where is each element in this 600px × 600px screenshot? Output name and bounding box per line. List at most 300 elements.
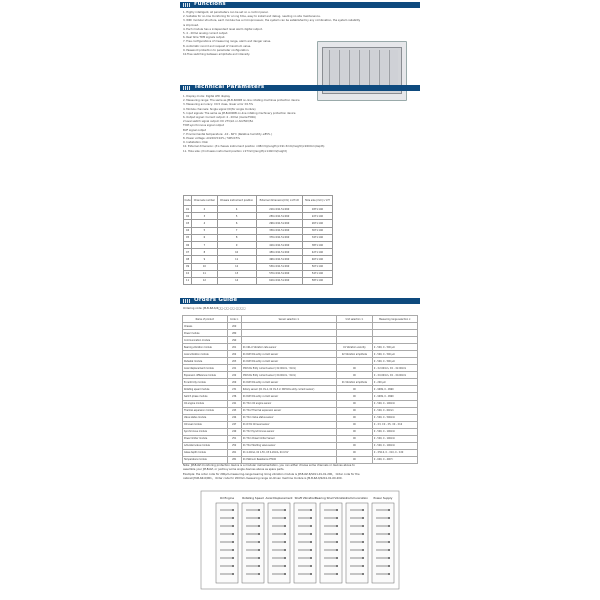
dimension-table xyxy=(183,195,333,285)
table-cell: 01 DWY-DG eddy current sensor xyxy=(241,351,336,358)
diagram-label: Shaft Vibration xyxy=(294,496,316,500)
table-cell: 00 xyxy=(336,407,372,414)
table-cell: 387×140 xyxy=(302,241,332,248)
terminal-dot xyxy=(284,565,286,567)
table-cell: 281 xyxy=(227,456,241,463)
orders-notes xyxy=(183,464,417,482)
table-cell xyxy=(336,358,372,365)
table-cell: Axial vibration module xyxy=(183,351,228,358)
table-cell: 376×191.5×260 xyxy=(256,234,302,241)
table-cell: 00 xyxy=(336,414,372,421)
table-cell: 202 xyxy=(227,351,241,358)
terminal-dot xyxy=(310,509,312,511)
ordering-code: Ordering code: JM-B-6Z-6/4□□-□□-□□-□□□□ xyxy=(183,307,246,310)
table-cell: 216×191.5×260 xyxy=(256,206,302,213)
table-cell: DWY-DG Eddy current sensor (±0.00mm, ²2mm) xyxy=(241,372,336,379)
terminal-dot xyxy=(258,573,260,575)
table-cell: 10 xyxy=(192,263,217,270)
table-cell: 00 xyxy=(336,449,372,456)
orders-title: Orders Guide xyxy=(194,297,238,303)
table-row xyxy=(183,365,418,372)
note-line: cabinet JM-B-6Z-6/001。 Order code for 200mm-measuring range oil-driven machine module is JM-B-6Z-6/S241-01-00-200. xyxy=(183,477,343,481)
terminal-dot xyxy=(284,533,286,535)
table-cell: 00 xyxy=(336,435,372,442)
table-cell: 187×140 xyxy=(302,206,332,213)
table-cell: 6 xyxy=(192,234,217,241)
table-cell: 231 xyxy=(227,386,241,393)
stripes-icon xyxy=(183,3,191,7)
terminal-dot xyxy=(284,525,286,527)
table-cell: 05 xyxy=(184,234,192,241)
table-cell: 247 xyxy=(227,421,241,428)
terminal-dot xyxy=(362,549,364,551)
terminal-dot xyxy=(388,509,390,511)
table-cell: 0 - ±0.00mm, ±0 - ±0.00mm xyxy=(372,372,417,379)
table-cell xyxy=(336,337,372,344)
table-cell: 01 xyxy=(184,206,192,213)
function-item: 9. Password protection to parameter configuration. xyxy=(183,48,250,52)
table-cell: 00 xyxy=(336,400,372,407)
table-cell: 02 Vibration amplitude xyxy=(336,351,372,358)
note-line: Note: JM-B-6Z monitoring protection device is a modular instrumentation, you can either choose some channels or devices above to xyxy=(183,464,355,467)
table-cell: 00 xyxy=(336,393,372,400)
module-column xyxy=(216,503,238,583)
table-cell: 0 - 9999, 0 - 9999 xyxy=(372,393,417,400)
dimension-table-header: Chassis instrument position xyxy=(217,196,256,206)
table-cell: 0 - 500, 0 - 100mm xyxy=(372,428,417,435)
terminal-dot xyxy=(310,541,312,543)
terminal-dot xyxy=(362,509,364,511)
table-cell: 244 xyxy=(227,414,241,421)
technical-item: 3. Measuring accuracy: ±0.5 class, linear error ±0.5% xyxy=(183,103,254,107)
table-cell: Expansion difference module xyxy=(183,372,228,379)
table-cell: 0 - 600, 0 - 400℃ xyxy=(372,456,417,463)
table-cell: 01 TD-2 Thermal expansion sensor xyxy=(241,407,336,414)
terminal-dot xyxy=(388,557,390,559)
terminal-dot xyxy=(258,533,260,535)
table-cell: 251 xyxy=(227,435,241,442)
table-cell: 222 xyxy=(227,372,241,379)
table-cell: 336×191.5×260 xyxy=(256,227,302,234)
table-cell: 9 xyxy=(217,241,256,248)
table-row xyxy=(183,351,418,358)
table-row xyxy=(183,421,418,428)
table-cell: 347×140 xyxy=(302,234,332,241)
dimension-table-header: Code xyxy=(184,196,192,206)
table-row xyxy=(183,358,418,365)
table-row xyxy=(184,227,333,234)
table-cell: 256×191.5×260 xyxy=(256,213,302,220)
terminal-dot xyxy=(232,549,234,551)
table-cell: 0 - ±50.0, 0 - ±10, 0 - ±20 xyxy=(372,449,417,456)
technical-item: 7. Environmental temperature: -10 - 60℃ (Relative humidity ≤85% ) xyxy=(183,132,273,136)
terminal-dot xyxy=(388,549,390,551)
table-cell: 507×140 xyxy=(302,263,332,270)
function-item: 4. Each module has a independent level alarm digital output. xyxy=(183,27,263,31)
table-cell xyxy=(241,323,336,330)
table-cell: 7 xyxy=(192,241,217,248)
terminal-dot xyxy=(362,517,364,519)
table-row xyxy=(184,277,333,284)
table-cell: 236 xyxy=(227,393,241,400)
table-cell: 01 CZL-0 Vibration rate sensor xyxy=(241,344,336,351)
table-cell: 0 - 500, 0 - 100mm xyxy=(372,435,417,442)
table-row xyxy=(183,344,418,351)
table-cell xyxy=(336,323,372,330)
terminal-dot xyxy=(284,557,286,559)
terminal-dot xyxy=(258,509,260,511)
table-row xyxy=(184,213,333,220)
table-cell: Valve status module xyxy=(183,414,228,421)
table-row xyxy=(184,256,333,263)
terminal-dot xyxy=(284,573,286,575)
terminal-dot xyxy=(284,541,286,543)
technical-item: 1. Display mode: Digital LED display xyxy=(183,95,231,98)
table-cell: 3 xyxy=(192,213,217,220)
table-cell: 02 xyxy=(184,213,192,220)
table-row xyxy=(183,337,418,344)
technical-header xyxy=(180,85,420,91)
table-row xyxy=(184,234,333,241)
table-cell: 00 xyxy=(336,372,372,379)
table-cell: Temperature module xyxy=(183,456,228,463)
terminal-dot xyxy=(362,573,364,575)
wiring-diagram xyxy=(200,490,400,590)
terminal-dot xyxy=(362,557,364,559)
table-cell: 0 - 500, 0 - 60mm xyxy=(372,407,417,414)
table-cell: 416×191.5×260 xyxy=(256,241,302,248)
technical-title: Technical Parameters xyxy=(194,84,265,90)
table-row xyxy=(184,263,333,270)
table-cell: 0 - 500, 0 - 500 μm xyxy=(372,344,417,351)
table-cell: Chassis xyxy=(183,323,228,330)
technical-item: 10. External dimension: (δ×chassis instrument position ×98mm)(length)×191.5mm(height)×260mm(depth) xyxy=(183,145,325,149)
table-cell: 4 xyxy=(217,206,256,213)
table-cell: 00 xyxy=(336,456,372,463)
table-cell: 576×191.5×260 xyxy=(256,270,302,277)
table-row xyxy=(183,435,418,442)
technical-item: 4. Module channels: Single signal I/O(for single module) xyxy=(183,107,256,111)
terminal-dot xyxy=(336,549,338,551)
table-cell: 0 - ±2.00mm, ±0 - ±2.00mm xyxy=(372,365,417,372)
terminal-dot xyxy=(388,565,390,567)
table-cell: 227×140 xyxy=(302,213,332,220)
function-item: 1. Highly intelligent, all parameters can be set on a control panel. xyxy=(183,11,269,14)
table-cell: 8 xyxy=(192,249,217,256)
terminal-dot xyxy=(362,565,364,567)
terminal-dot xyxy=(388,541,390,543)
table-cell xyxy=(241,330,336,337)
device-image xyxy=(317,41,407,101)
table-cell: 01 DWY-DG eddy current sensor xyxy=(241,358,336,365)
terminal-dot xyxy=(336,573,338,575)
terminal-dot xyxy=(362,525,364,527)
diagram-label: Oil Engine xyxy=(219,496,235,500)
table-cell: 0 - 500, 0 - 500 μm xyxy=(372,358,417,365)
terminal-dot xyxy=(362,533,364,535)
function-item: 8. Automatic record and request of maximum value. xyxy=(183,44,252,48)
table-row xyxy=(183,442,418,449)
table-cell: DWY-DG Eddy current sensor (±2.00mm, ²2mm) xyxy=(241,365,336,372)
function-item: 2. Suitable for on-line monitoring for a long time, easy to install and debug, needing no site maintenance. xyxy=(183,15,321,19)
table-cell: 221 xyxy=(227,365,241,372)
table-cell: 296×191.5×260 xyxy=(256,220,302,227)
module-column xyxy=(268,503,290,583)
terminal-dot xyxy=(284,517,286,519)
table-row xyxy=(183,393,418,400)
dimension-table-header: Channels number xyxy=(192,196,217,206)
table-cell: 249 xyxy=(227,428,241,435)
table-cell: 587×140 xyxy=(302,277,332,284)
terminal-dot xyxy=(310,549,312,551)
table-row xyxy=(183,456,418,463)
table-cell: 241 xyxy=(227,400,241,407)
table-cell: 496×191.5×260 xyxy=(256,256,302,263)
table-cell: 261 xyxy=(227,449,241,456)
table-cell: 203 xyxy=(227,358,241,365)
table-row xyxy=(183,428,418,435)
diagram-label: Bearing Shell Vibration xyxy=(314,496,348,500)
terminal-dot xyxy=(258,517,260,519)
terminal-dot xyxy=(232,573,234,575)
table-row xyxy=(184,206,333,213)
table-cell: Communication module xyxy=(183,337,228,344)
table-cell: 09 xyxy=(184,263,192,270)
table-cell: 267×140 xyxy=(302,220,332,227)
table-row xyxy=(184,220,333,227)
table-cell: 200 xyxy=(227,323,241,330)
orders-table-header: Code ① xyxy=(227,316,241,323)
terminal-dot xyxy=(388,533,390,535)
table-cell: 00 xyxy=(336,442,372,449)
terminal-dot xyxy=(388,525,390,527)
table-cell: Bearing vibration module xyxy=(183,344,228,351)
table-cell: 201 xyxy=(227,344,241,351)
table-cell: Eccentricity module xyxy=(183,379,228,386)
function-item: 5. 4 - 20mA analog current output. xyxy=(183,32,229,36)
table-cell: 01 DWY-DG eddy current sensor xyxy=(241,379,336,386)
module-column xyxy=(320,503,342,583)
table-cell: 0 - 500, 0 - 500mm xyxy=(372,414,417,421)
table-cell: 2 xyxy=(192,206,217,213)
terminal-dot xyxy=(232,525,234,527)
table-cell: 10 xyxy=(184,270,192,277)
terminal-dot xyxy=(232,565,234,567)
table-row xyxy=(184,249,333,256)
terminal-dot xyxy=(336,509,338,511)
terminal-dot xyxy=(336,533,338,535)
technical-item: 2. Measuring range: The same as JM-B-6000B on-line rotating machines protection device xyxy=(183,99,300,103)
technical-item: 6. Output signal: Current output: 4 - 20mA (load≤750Ω) xyxy=(183,116,256,120)
function-item: 3. With modular structure, each module has a microprocessor, the system can be established by any combination, the system reliability xyxy=(183,19,361,23)
terminal-dot xyxy=(258,541,260,543)
table-cell: 243 xyxy=(227,407,241,414)
functions-title: Functions xyxy=(194,1,226,7)
table-cell: Pedestal module xyxy=(183,358,228,365)
terminal-dot xyxy=(362,541,364,543)
terminal-dot xyxy=(284,549,286,551)
table-cell: 13 xyxy=(217,270,256,277)
module-column xyxy=(242,503,264,583)
table-cell: Glass depth module xyxy=(183,449,228,456)
note-line: assemble your JM-B-6Z, or just buy some single devices above as spare parts. xyxy=(183,468,285,472)
table-cell xyxy=(372,337,417,344)
terminal-dot xyxy=(258,557,260,559)
note-line: Example: the order code for 200μm-measuring-range bearing lining vibration module is JM-B-6Z-6/S011-01-01-200。 Order code for the xyxy=(183,472,360,476)
table-cell: Rotating speed module xyxy=(183,386,228,393)
stripes-icon xyxy=(183,299,191,303)
terminal-dot xyxy=(284,509,286,511)
technical-item: 11. Hole size: (δ×chassis instrument position ×27mm)(length)×140mm(height) xyxy=(183,149,287,153)
terminal-dot xyxy=(388,573,390,575)
orders-header xyxy=(180,298,420,304)
orders-table-header: Unit selection ③ xyxy=(336,316,372,323)
terminal-dot xyxy=(232,509,234,511)
module-column xyxy=(346,503,368,583)
table-cell: 01 Platinum Resistance PT100 xyxy=(241,456,336,463)
terminal-dot xyxy=(336,517,338,519)
table-row xyxy=(183,414,418,421)
table-cell: 01 Vibration amplitude xyxy=(336,379,372,386)
table-row xyxy=(183,449,418,456)
table-row xyxy=(184,270,333,277)
table-cell: 9 xyxy=(192,256,217,263)
table-cell xyxy=(372,330,417,337)
table-cell: 0 - 9999, 0 - 9999 xyxy=(372,386,417,393)
table-cell: 00 xyxy=(336,386,372,393)
technical-item: BUF signal output xyxy=(183,128,207,132)
terminal-dot xyxy=(310,517,312,519)
table-cell: 01 Vibration velocity xyxy=(336,344,372,351)
orders-table-header: Name of product xyxy=(183,316,228,323)
table-cell: 0 - 500, 0 - 500 μm xyxy=(372,351,417,358)
terminal-dot xyxy=(336,525,338,527)
orders-table xyxy=(182,315,418,464)
table-cell: 4 xyxy=(192,220,217,227)
table-cell: 6 xyxy=(217,220,256,227)
table-cell: Synchronous module xyxy=(183,428,228,435)
table-cell: 00 xyxy=(336,421,372,428)
table-row xyxy=(183,330,418,337)
table-row xyxy=(183,386,418,393)
terminal-dot xyxy=(232,557,234,559)
function-item: 6. Real time TDM signals output. xyxy=(183,36,226,40)
dimension-table-header: External dimension(mm) L×H×D xyxy=(256,196,302,206)
terminal-dot xyxy=(336,565,338,567)
terminal-dot xyxy=(336,541,338,543)
table-cell: 467×140 xyxy=(302,256,332,263)
table-cell xyxy=(336,330,372,337)
table-cell: 11 xyxy=(217,256,256,263)
table-cell: Power module xyxy=(183,330,228,337)
table-cell: 01 DWY-DG eddy current sensor xyxy=(241,393,336,400)
technical-item: TDM synchronous signal output xyxy=(183,124,224,128)
table-cell: 547×140 xyxy=(302,270,332,277)
terminal-dot xyxy=(388,517,390,519)
table-row xyxy=(183,400,418,407)
table-cell: 00 xyxy=(336,428,372,435)
table-cell: 01 4-20mA, 02 1-5V, 03 0-20mA, 04 0-5V xyxy=(241,449,336,456)
table-cell: 01 TD-1 Valve status sensor xyxy=(241,414,336,421)
table-cell: 04 xyxy=(184,227,192,234)
diagram-label: Axial Displacement xyxy=(265,496,293,500)
table-cell: 616×191.5×260 xyxy=(256,277,302,284)
table-cell: 280 xyxy=(227,330,241,337)
table-cell: 01 TD-3 Synchronous sensor xyxy=(241,428,336,435)
functions-header xyxy=(180,2,420,8)
table-cell: 8 xyxy=(217,234,256,241)
orders-table-header: Sensor selection ② xyxy=(241,316,336,323)
table-row xyxy=(183,407,418,414)
diagram-label: Power Supply xyxy=(373,496,393,500)
terminal-dot xyxy=(336,557,338,559)
table-cell: 01 TD-1 Power limiter Sensor xyxy=(241,435,336,442)
stripes-icon xyxy=(183,86,191,90)
technical-item: 8. Power voltage: AC220V±10% / 50Hz±5% xyxy=(183,137,240,141)
terminal-dot xyxy=(258,565,260,567)
table-cell: 252 xyxy=(227,442,241,449)
dimension-table-header: Hole size (mm) L'×H' xyxy=(302,196,332,206)
technical-list xyxy=(183,95,324,154)
table-cell: 11 xyxy=(184,277,192,284)
table-cell: 12 xyxy=(192,277,217,284)
table-cell: 08 xyxy=(184,256,192,263)
terminal-dot xyxy=(232,541,234,543)
table-cell: Activated valve module xyxy=(183,442,228,449)
terminal-dot xyxy=(258,525,260,527)
table-cell: 10 xyxy=(217,249,256,256)
table-cell: 0 - 200 μm xyxy=(372,379,417,386)
terminal-dot xyxy=(310,573,312,575)
table-cell: 307×140 xyxy=(302,227,332,234)
terminal-dot xyxy=(310,525,312,527)
table-cell: 11 xyxy=(192,270,217,277)
table-cell: 290 xyxy=(227,337,241,344)
technical-item: 2 level switch signal output: DC 27V/2A or AC250V/5A xyxy=(183,120,254,124)
table-cell: Oil level module xyxy=(183,421,228,428)
table-cell: 03 xyxy=(184,220,192,227)
table-cell: 06 xyxy=(184,241,192,248)
table-cell: 5 xyxy=(192,227,217,234)
table-cell: 01 LT-81 Oil level sensor xyxy=(241,421,336,428)
table-cell xyxy=(241,337,336,344)
table-cell: 5 xyxy=(217,213,256,220)
table-cell: Power limiter module xyxy=(183,435,228,442)
table-cell: 7 xyxy=(217,227,256,234)
function-item: 10.Free switching between amplitude and intensity. xyxy=(183,53,250,57)
terminal-dot xyxy=(310,557,312,559)
table-cell: 427×140 xyxy=(302,249,332,256)
table-row xyxy=(183,372,418,379)
table-cell: Rotary sensor (01 CS-1, 02 CS-3 or DWY-DG eddy current sensor) xyxy=(241,386,336,393)
table-cell: Switch phase module xyxy=(183,393,228,400)
terminal-dot xyxy=(232,533,234,535)
table-row xyxy=(184,241,333,248)
technical-item: 9. Installation: Disk xyxy=(183,141,208,145)
function-item: 7. Free configurations of measuring range, alarm and danger value. xyxy=(183,40,272,44)
table-row xyxy=(183,323,418,330)
table-cell: Oil engine module xyxy=(183,400,228,407)
table-cell: 01 TD-2 Starting valve sensor xyxy=(241,442,336,449)
terminal-dot xyxy=(258,549,260,551)
terminal-dot xyxy=(232,517,234,519)
table-cell: 00 xyxy=(336,365,372,372)
table-cell: 456×191.5×260 xyxy=(256,249,302,256)
table-row xyxy=(183,379,418,386)
table-cell: 12 xyxy=(217,263,256,270)
table-cell: 0 - 500, 0 - 100mm xyxy=(372,442,417,449)
table-cell: 0 - 500, 0 - 100mm xyxy=(372,400,417,407)
